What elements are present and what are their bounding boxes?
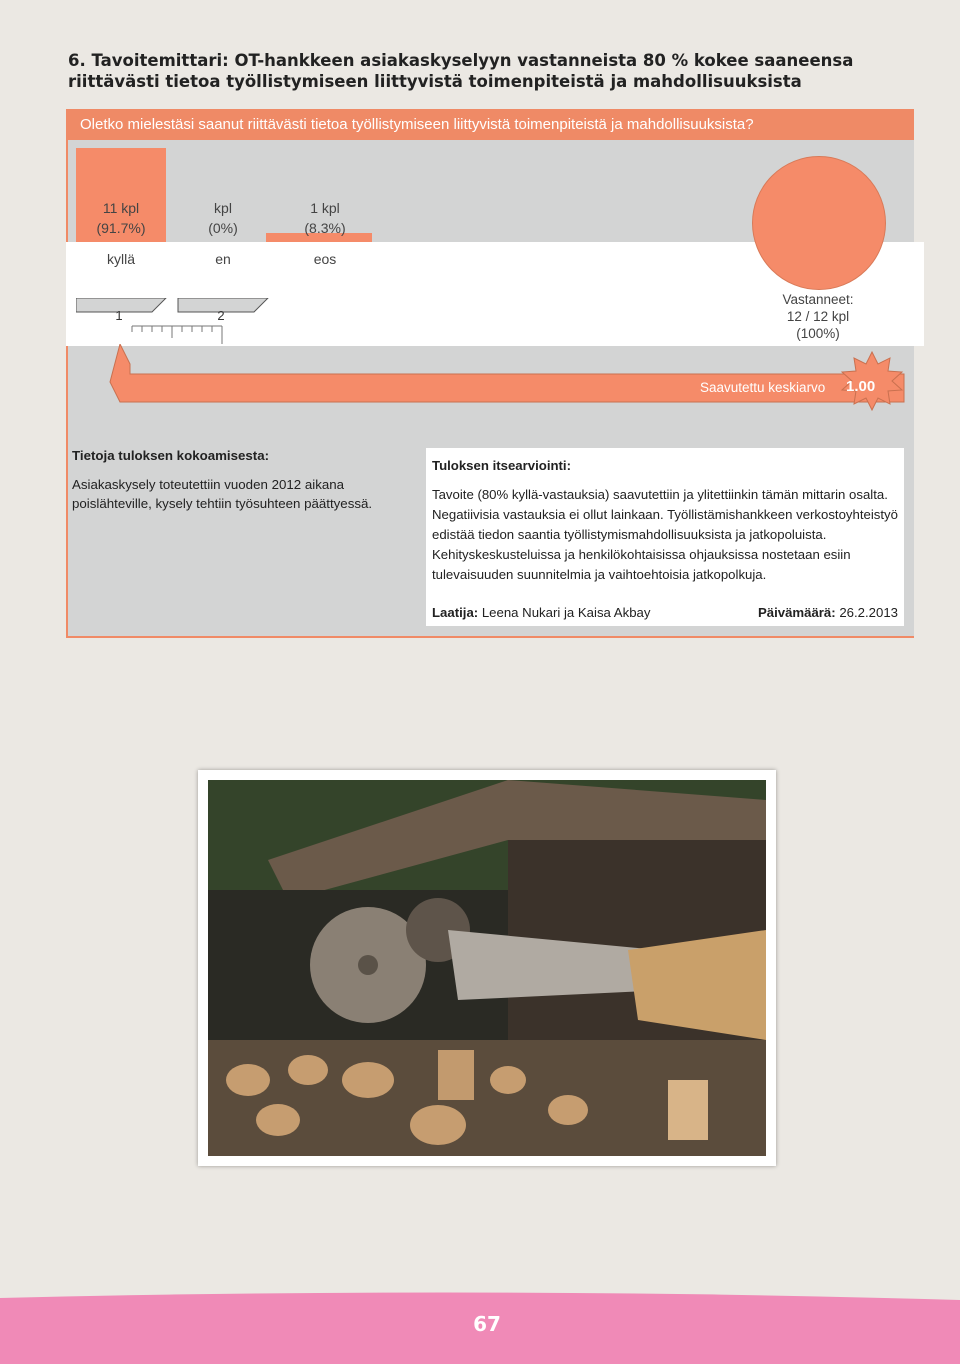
percent-label-eos: (8.3%) [304,220,346,236]
photo-frame [198,770,776,1166]
count-label-en: kpl [214,200,232,216]
category-label-kylla: kyllä [106,251,135,267]
scale-label-1: 1 [115,308,123,323]
page-number: 67 [473,1312,501,1336]
count-label-eos: 1 kpl [310,200,340,216]
evaluation-box [426,448,904,626]
respondents-percent: (100%) [796,326,840,341]
percent-label-kylla: (91.7%) [96,220,146,236]
author [432,603,650,623]
heading-line-1: 6. Tavoitemittari: OT-hankkeen asiakaskyselyyn vastanneista 80 % kokee saaneensa [68,51,854,70]
count-label-kylla: 11 kpl [102,200,140,216]
info-text: Asiakaskysely toteutettiin vuoden 2012 aikana poislähteville, kysely tehtiin työsuhteen päättyessä. [72,477,373,511]
respondents-count: 12 / 12 kpl [786,309,850,324]
date-label: Päivämäärä: [757,605,836,620]
author-label: Laatija: [432,605,479,620]
evaluation-text: Tavoite (80% kyllä-vastauksia) saavutettiin ja ylitettiinkin tämän mittarin osalta. Negatiivisia vastauksia ei ollut lainkaan. Työllistämishankkeen verkostoyhteistyö edistää tiedon saantia työllistymismahdollisuuksista ja jatkopoluista. Kehityskeskusteluissa ja henkilökohtaisissa ohjauksissa nostetaan esiin tulevaisuuden suunnitelmia ja vaihtoehtoisia jatkopolkuja. [432,487,898,582]
sawmill-photo [208,780,766,1156]
average-value: 1.00 [846,378,876,395]
respondents-label: Vastanneet: [782,292,854,307]
average-label: Saavutettu keskiarvo [700,380,826,395]
info-title: Tietoja tuloksen kokoamisesta: [72,448,270,463]
category-label-eos: eos [313,251,337,267]
author-name: Leena Nukari ja Kaisa Akbay [481,605,651,620]
page-heading [68,50,928,92]
scale-label-2: 2 [217,308,225,323]
question-bar: Oletko mielestäsi saanut riittävästi tietoa työllistymiseen liittyvistä toimenpiteistä ja mahdollisuuksista? [66,109,914,140]
heading-line-2: riittävästi tietoa työllistymiseen liittyvistä toimenpiteistä ja mahdollisuuksista [68,72,802,91]
evaluation-footer [432,603,898,623]
percent-label-en: (0%) [208,220,238,236]
date [758,603,898,623]
category-label-en: en [215,251,231,267]
date-value: 26.2.2013 [839,605,898,620]
info-section [72,446,412,513]
respondents-circle [752,156,886,290]
photo-drawing [208,780,766,1156]
evaluation-title: Tuloksen itsearviointi: [432,458,571,473]
